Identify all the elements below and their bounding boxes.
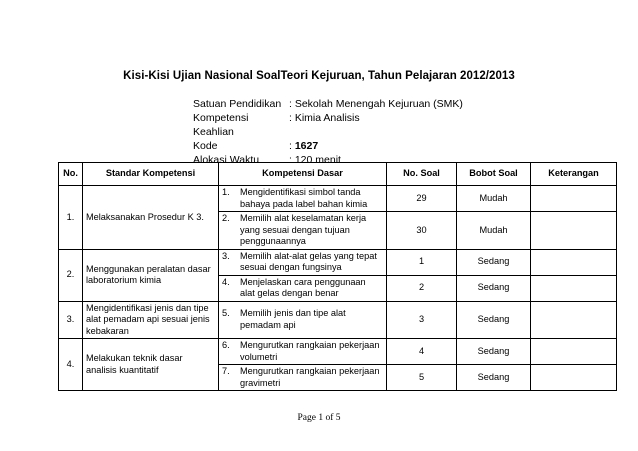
standar-kompetensi: Melaksanakan Prosedur K 3. [83, 186, 219, 250]
info-row-satuan [193, 97, 463, 111]
header-standar-kompetensi: Standar Kompetensi [83, 163, 219, 186]
header-keterangan: Keterangan [531, 163, 617, 186]
info-value-prefix: : [289, 140, 295, 152]
group-no: 1. [59, 186, 83, 250]
info-label: Kode [193, 140, 218, 152]
bobot-soal: Sedang [457, 249, 531, 275]
info-value: : Sekolah Menengah Kejuruan (SMK) [289, 98, 463, 110]
kd-number: 6. [222, 340, 230, 350]
kompetensi-dasar [219, 339, 387, 365]
info-value: : Kimia Analisis [289, 112, 360, 124]
table-row [59, 186, 617, 212]
info-value [289, 139, 318, 153]
kd-number: 5. [222, 308, 230, 319]
no-soal: 4 [387, 339, 457, 365]
bobot-soal: Sedang [457, 339, 531, 365]
no-soal: 2 [387, 275, 457, 301]
standar-kompetensi: Melakukan teknik dasar analisis kuantitatif [83, 339, 219, 391]
kd-number: 1. [222, 187, 230, 197]
info-row-kompetensi [193, 111, 463, 139]
bobot-soal: Sedang [457, 301, 531, 339]
table-row [59, 249, 617, 275]
kisi-kisi-table [58, 162, 617, 391]
kd-text: Mengidentifikasi simbol tanda bahaya pada label bahan kimia [240, 187, 368, 209]
no-soal: 5 [387, 365, 457, 391]
kompetensi-dasar [219, 301, 387, 339]
keterangan [531, 301, 617, 339]
kd-number: 3. [222, 250, 230, 261]
info-row-kode [193, 139, 463, 153]
kompetensi-dasar [219, 186, 387, 212]
standar-kompetensi: Mengidentifikasi jenis dan tipe alat pemadam api sesuai jenis kebakaran [83, 301, 219, 339]
kd-number: 4. [222, 276, 230, 287]
kd-text: Mengurutkan rangkaian pekerjaan gravimetri [240, 366, 380, 388]
header-bobot-soal: Bobot Soal [457, 163, 531, 186]
kd-text: Menjelaskan cara penggunaan alat gelas dengan benar [240, 276, 366, 298]
info-value: : 120 menit [289, 154, 341, 166]
table-header-row [59, 163, 617, 186]
keterangan [531, 365, 617, 391]
info-label: Satuan Pendidikan [193, 98, 282, 110]
keterangan [531, 186, 617, 212]
keterangan [531, 275, 617, 301]
kode-value: 1627 [294, 140, 319, 152]
group-no: 2. [59, 249, 83, 301]
kompetensi-dasar [219, 275, 387, 301]
kd-text: Mengurutkan rangkaian pekerjaan volumetri [240, 340, 380, 362]
keterangan [531, 339, 617, 365]
keterangan [531, 212, 617, 250]
no-soal: 3 [387, 301, 457, 339]
bobot-soal: Mudah [457, 212, 531, 250]
group-no: 3. [59, 301, 83, 339]
bobot-soal: Sedang [457, 275, 531, 301]
table-row [59, 339, 617, 365]
page-footer: Page 1 of 5 [297, 413, 341, 423]
no-soal: 30 [387, 212, 457, 250]
kd-text: Memilih alat keselamatan kerja yang sesuai dengan tujuan penggunaannya [240, 213, 367, 246]
group-no: 4. [59, 339, 83, 391]
document-title: Kisi-Kisi Ujian Nasional SoalTeori Kejuruan, Tahun Pelajaran 2012/2013 [123, 70, 515, 82]
kd-number: 2. [222, 213, 230, 223]
bobot-soal: Mudah [457, 186, 531, 212]
no-soal: 1 [387, 249, 457, 275]
keterangan [531, 249, 617, 275]
info-label: Alokasi Waktu [193, 154, 260, 166]
kd-text: Memilih jenis dan tipe alat pemadam api [240, 308, 346, 330]
no-soal: 29 [387, 186, 457, 212]
bobot-soal: Sedang [457, 365, 531, 391]
header-kompetensi-dasar: Kompetensi Dasar [219, 163, 387, 186]
kompetensi-dasar [219, 249, 387, 275]
kompetensi-dasar [219, 365, 387, 391]
kd-number: 7. [222, 366, 230, 376]
table-row [59, 301, 617, 339]
standar-kompetensi: Menggunakan peralatan dasar laboratorium kimia [83, 249, 219, 301]
header-no-soal: No. Soal [387, 163, 457, 186]
kompetensi-dasar [219, 212, 387, 250]
kd-text: Memilih alat-alat gelas yang tepat sesuai dengan fungsinya [240, 250, 377, 272]
header-no: No. [59, 163, 83, 186]
document-info [193, 97, 463, 167]
info-label: Kompetensi Keahlian [193, 112, 249, 138]
